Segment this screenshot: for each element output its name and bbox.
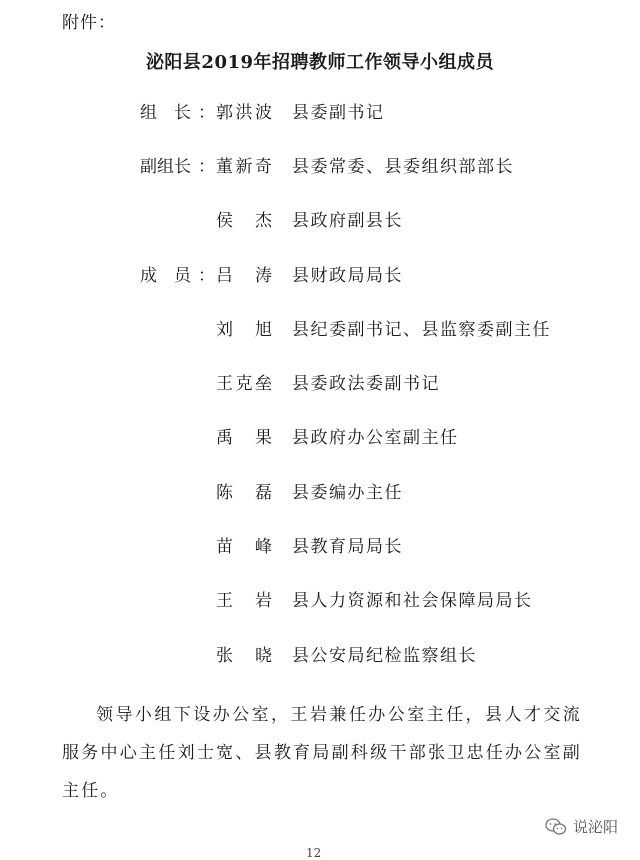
member-duty: 县政府办公室副主任	[292, 428, 459, 448]
watermark	[545, 816, 618, 837]
member-name: 禹 果	[216, 428, 272, 448]
member-name: 董新奇	[216, 157, 272, 177]
member-name: 刘 旭	[216, 320, 272, 340]
member-name: 陈 磊	[216, 483, 272, 503]
member-name: 郭洪波	[216, 103, 272, 123]
member-name: 王克垒	[216, 374, 272, 394]
member-duty: 县委副书记	[292, 103, 385, 123]
member-duty: 县财政局局长	[292, 266, 403, 286]
page-number: 12	[306, 846, 322, 860]
member-role: 组 长	[140, 103, 191, 123]
member-duty: 县公安局纪检监察组长	[292, 646, 477, 666]
member-colon: ：	[198, 103, 215, 123]
attachment-label: 附件：	[62, 13, 116, 33]
member-duty: 县人力资源和社会保障局局长	[292, 591, 533, 611]
member-name: 吕 涛	[216, 266, 272, 286]
member-name: 张 晓	[216, 646, 272, 666]
member-name: 侯 杰	[216, 211, 272, 231]
document-title: 泌阳县2019年招聘教师工作领导小组成员	[145, 52, 495, 73]
member-colon: ：	[198, 266, 215, 286]
member-role: 副组长	[140, 157, 191, 177]
member-name: 王 岩	[216, 591, 272, 611]
member-duty: 县委政法委副书记	[292, 374, 440, 394]
member-duty: 县委常委、县委组织部部长	[292, 157, 514, 177]
office-paragraph: 领导小组下设办公室，王岩兼任办公室主任，县人才交流服务中心主任刘士宽、县教育局副科级干部张卫忠任办公室副主任。	[62, 705, 582, 801]
member-duty: 县政府副县长	[292, 211, 403, 231]
member-role: 成 员	[140, 266, 191, 286]
member-duty: 县委编办主任	[292, 483, 403, 503]
wechat-icon	[545, 818, 567, 836]
member-duty: 县纪委副书记、县监察委副主任	[292, 320, 551, 340]
watermark-text: 说泌阳	[572, 818, 618, 836]
member-duty: 县教育局局长	[292, 537, 403, 557]
member-colon: ：	[198, 157, 215, 177]
member-name: 苗 峰	[216, 537, 272, 557]
